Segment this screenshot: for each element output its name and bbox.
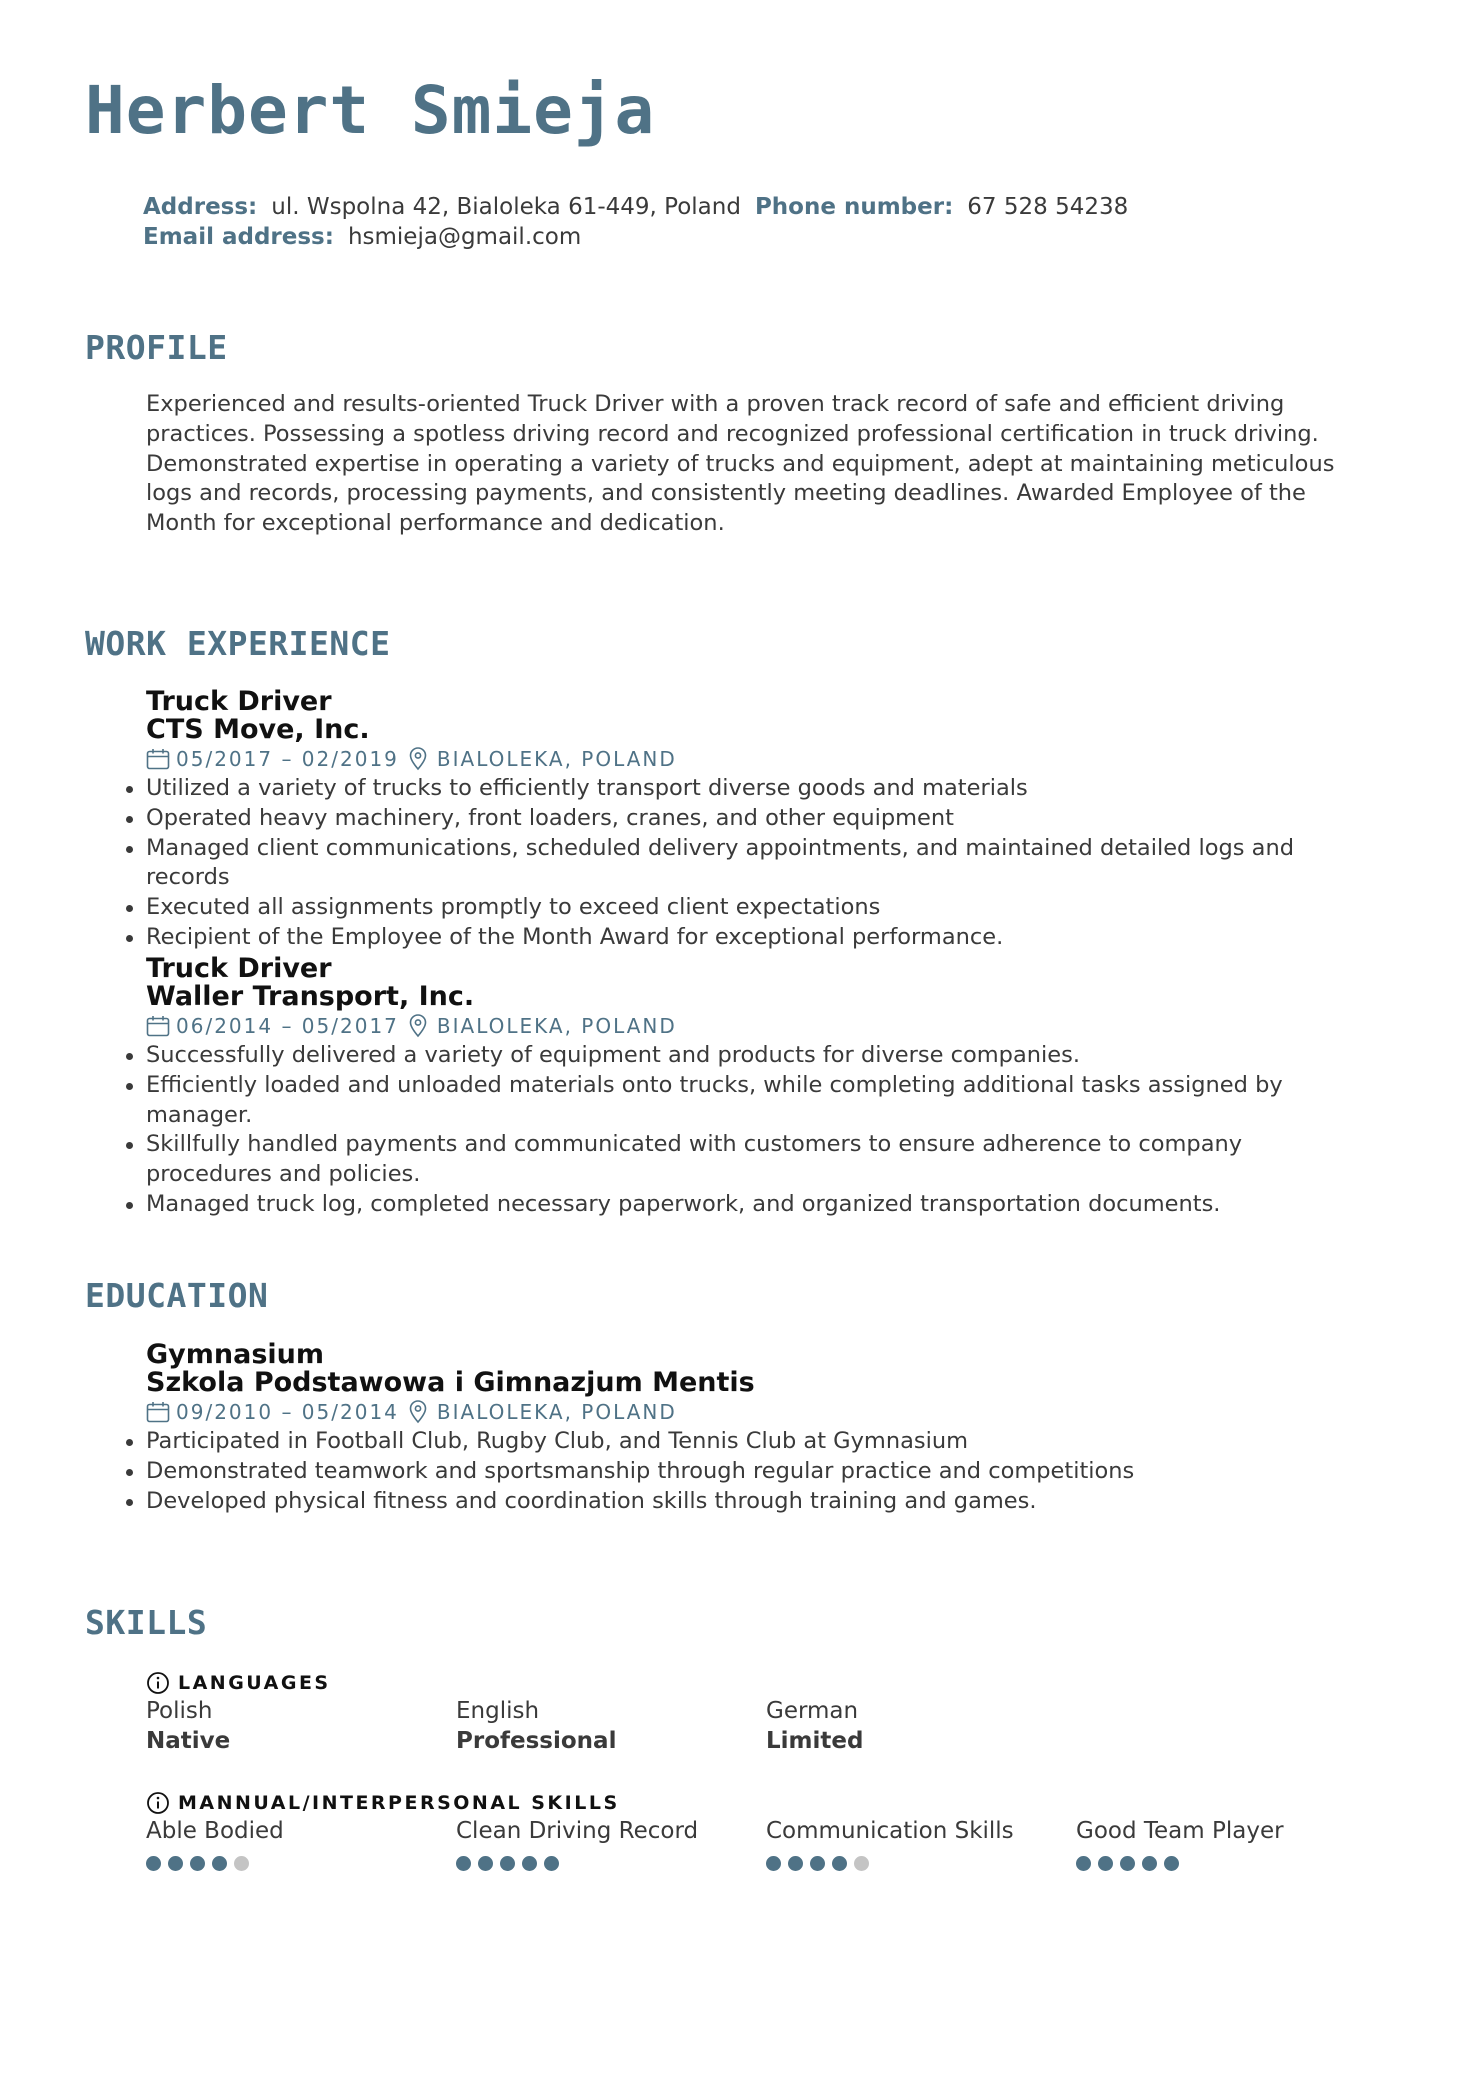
degree-title: Gymnasium (146, 1339, 325, 1370)
rating-dot-filled (1076, 1856, 1091, 1871)
bullet-item: Utilized a variety of trucks to efficiently transport diverse goods and materials (119, 774, 1359, 804)
skill-item (456, 1816, 766, 1871)
location-pin-icon (409, 747, 427, 771)
candidate-name: Herbert Smieja (85, 72, 656, 149)
bullet-item: Efficiently loaded and unloaded materials onto trucks, while completing additional tasks assigned by manager. (119, 1071, 1359, 1131)
skill-name: Clean Driving Record (456, 1818, 699, 1844)
education-dates: 09/2010 – 05/2014 (176, 1400, 399, 1424)
profile-summary: Experienced and results-oriented Truck Driver with a proven track record of safe and efficient driving practices. Possessing a spotless driving record and recognized professional certification in truck driving. Demonstrated expertise in operating a variety of trucks and equipment, adept at maintaining meticulous logs and records, processing payments, and consistently meeting deadlines. Awarded Employee of the Month for exceptional performance and dedication. (146, 391, 1335, 537)
job-dates: 05/2017 – 02/2019 (176, 747, 399, 771)
rating-dot-filled (456, 1856, 471, 1871)
bullet-item: Demonstrated teamwork and sportsmanship through regular practice and competitions (119, 1457, 1359, 1487)
bullet-item: Recipient of the Employee of the Month Award for exceptional performance. (119, 923, 1359, 953)
rating-dot-filled (478, 1856, 493, 1871)
skill-rating (146, 1856, 456, 1871)
job-title: Truck Driver (146, 953, 332, 984)
calendar-icon (146, 1401, 170, 1423)
address-value: ul. Wspolna 42, Bialoleka 61-449, Poland (271, 194, 741, 220)
info-icon (146, 1791, 170, 1815)
email-value: hsmieja@gmail.com (347, 224, 582, 250)
skill-name: Good Team Player (1076, 1818, 1284, 1844)
rating-dot-filled (168, 1856, 183, 1871)
job-bullets (119, 774, 1359, 953)
bullet-item: Developed physical fitness and coordination skills through training and games. (119, 1487, 1359, 1517)
calendar-icon (146, 748, 170, 770)
language-level: Native (146, 1728, 231, 1754)
language-name: English (456, 1698, 540, 1724)
bullet-item: Managed truck log, completed necessary paperwork, and organized transportation documents. (119, 1190, 1359, 1220)
skill-rating (766, 1856, 1076, 1871)
job-entry (146, 688, 1386, 953)
rating-dot-filled (190, 1856, 205, 1871)
email-label: Email address: (143, 224, 334, 250)
job-bullets (119, 1041, 1359, 1220)
company-name: Waller Transport, Inc. (146, 981, 475, 1012)
education-meta (146, 1397, 1386, 1427)
languages-row (146, 1696, 1386, 1756)
language-name: Polish (146, 1698, 213, 1724)
location-pin-icon (409, 1014, 427, 1038)
phone-value: 67 528 54238 (967, 194, 1129, 220)
bullet-item: Operated heavy machinery, front loaders, cranes, and other equipment (119, 804, 1359, 834)
rating-dot-filled (1098, 1856, 1113, 1871)
skill-name: Able Bodied (146, 1818, 284, 1844)
language-item (456, 1696, 766, 1756)
skills-heading: SKILLS (85, 1603, 208, 1642)
job-location: BIALOLEKA, POLAND (436, 747, 677, 771)
contact-row-1 (143, 192, 1142, 222)
bullet-item: Successfully delivered a variety of equipment and products for diverse companies. (119, 1041, 1359, 1071)
skill-rating (456, 1856, 766, 1871)
address-label: Address: (143, 194, 258, 220)
language-level: Limited (766, 1728, 864, 1754)
job-meta (146, 744, 1386, 774)
rating-dot-filled (1120, 1856, 1135, 1871)
manual-skills-header (146, 1790, 1386, 1816)
rating-dot-empty (854, 1856, 869, 1871)
languages-header (146, 1670, 1386, 1696)
contact-row-2 (143, 222, 1142, 252)
work-experience-heading: WORK EXPERIENCE (85, 624, 391, 663)
education-entry (146, 1341, 1386, 1516)
calendar-icon (146, 1015, 170, 1037)
manual-skills-row (146, 1816, 1386, 1871)
manual-skills-label: MANNUAL/INTERPERSONAL SKILLS (178, 1792, 620, 1814)
phone-label: Phone number: (754, 194, 954, 220)
rating-dot-filled (500, 1856, 515, 1871)
rating-dot-empty (234, 1856, 249, 1871)
language-item (766, 1696, 1076, 1756)
languages-label: LANGUAGES (178, 1672, 331, 1694)
skill-item (146, 1816, 456, 1871)
job-meta (146, 1011, 1386, 1041)
bullet-item: Participated in Football Club, Rugby Club, and Tennis Club at Gymnasium (119, 1427, 1359, 1457)
info-icon (146, 1671, 170, 1695)
rating-dot-filled (1142, 1856, 1157, 1871)
language-name: German (766, 1698, 859, 1724)
education-bullets (119, 1427, 1359, 1516)
contact-info (143, 192, 1142, 252)
rating-dot-filled (832, 1856, 847, 1871)
education-location: BIALOLEKA, POLAND (436, 1400, 677, 1424)
manual-skills-group (146, 1790, 1386, 1871)
rating-dot-filled (766, 1856, 781, 1871)
skill-rating (1076, 1856, 1386, 1871)
bullet-item: Managed client communications, scheduled delivery appointments, and maintained detailed logs and records (119, 834, 1359, 894)
rating-dot-filled (146, 1856, 161, 1871)
location-pin-icon (409, 1400, 427, 1424)
rating-dot-filled (212, 1856, 227, 1871)
rating-dot-filled (522, 1856, 537, 1871)
skill-item (1076, 1816, 1386, 1871)
job-dates: 06/2014 – 05/2017 (176, 1014, 399, 1038)
rating-dot-filled (1164, 1856, 1179, 1871)
skill-name: Communication Skills (766, 1818, 1014, 1844)
skill-item (766, 1816, 1076, 1871)
school-name: Szkola Podstawowa i Gimnazjum Mentis (146, 1367, 755, 1398)
language-level: Professional (456, 1728, 617, 1754)
job-location: BIALOLEKA, POLAND (436, 1014, 677, 1038)
rating-dot-filled (544, 1856, 559, 1871)
bullet-item: Executed all assignments promptly to exceed client expectations (119, 893, 1359, 923)
languages-group (146, 1670, 1386, 1756)
bullet-item: Skillfully handled payments and communicated with customers to ensure adherence to company procedures and policies. (119, 1130, 1359, 1190)
profile-heading: PROFILE (85, 328, 228, 367)
company-name: CTS Move, Inc. (146, 714, 370, 745)
rating-dot-filled (788, 1856, 803, 1871)
rating-dot-filled (810, 1856, 825, 1871)
job-title: Truck Driver (146, 686, 332, 717)
language-item (146, 1696, 456, 1756)
education-heading: EDUCATION (85, 1276, 269, 1315)
job-entry (146, 955, 1386, 1220)
